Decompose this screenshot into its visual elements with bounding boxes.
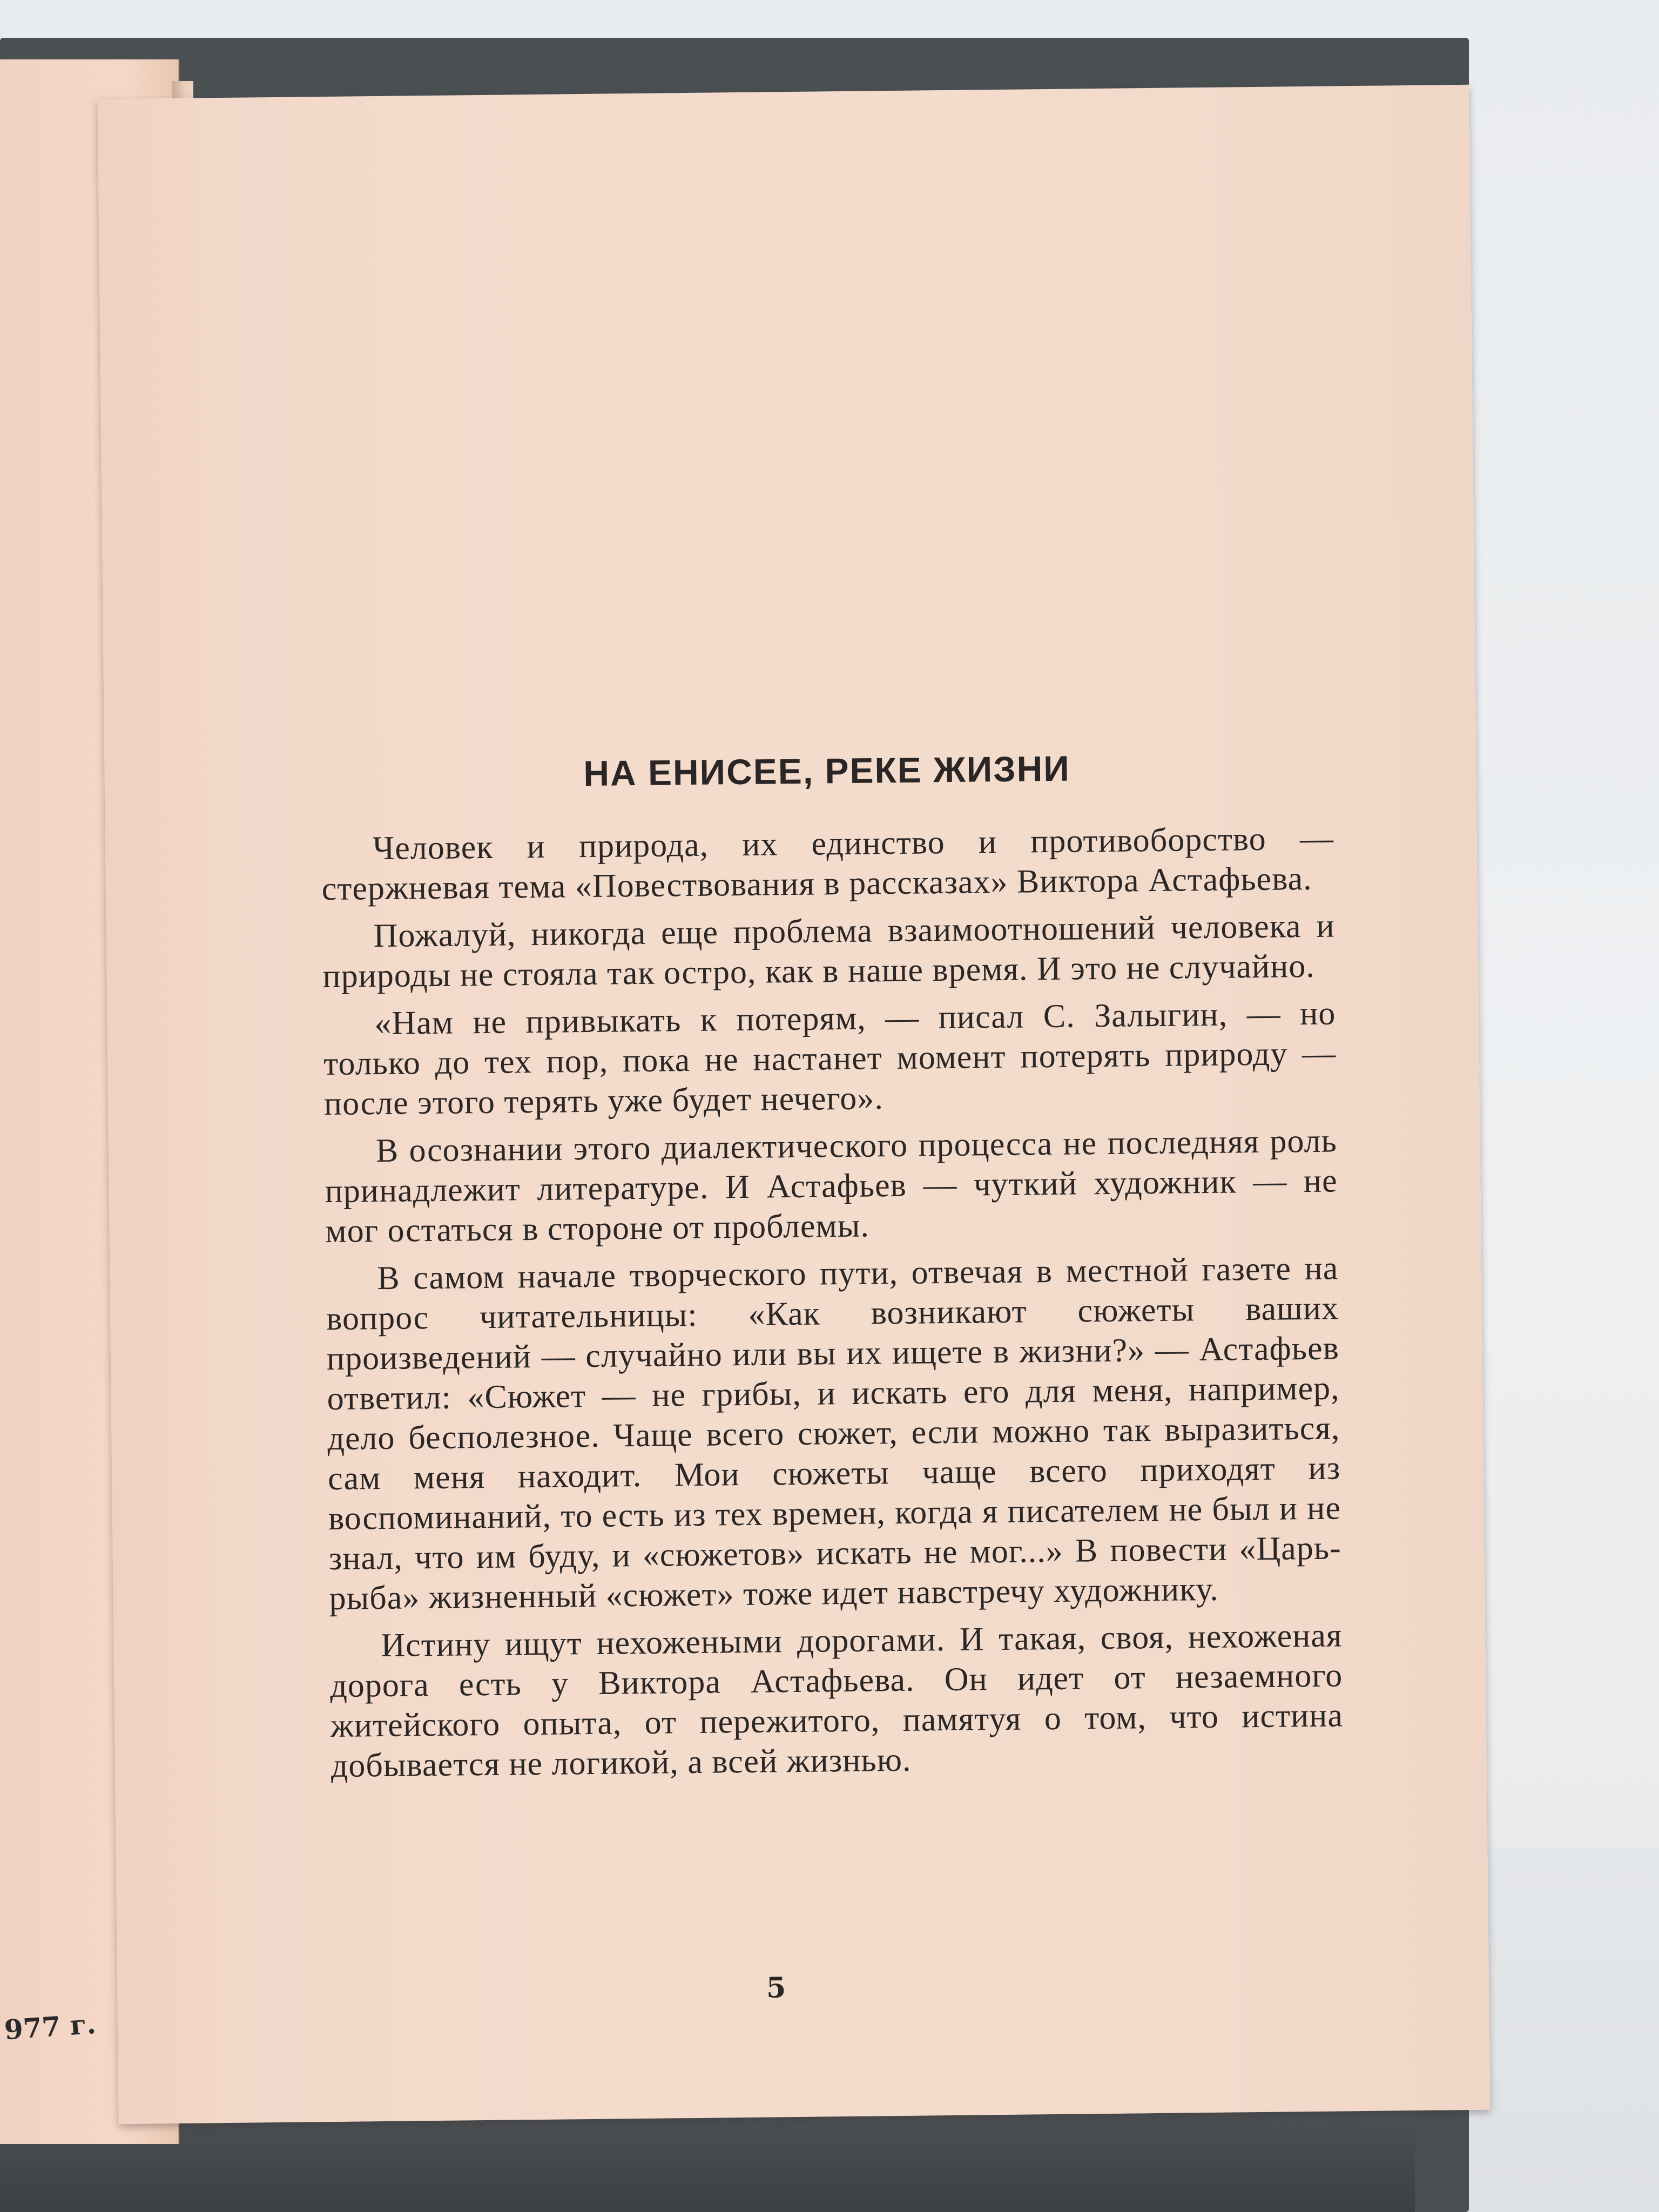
left-page-year-fragment: 977 г. <box>3 2007 97 2046</box>
page-number: 5 <box>766 1971 786 2005</box>
right-page <box>97 85 1490 2124</box>
paragraph-2: Пожалуй, никогда еще проблема взаимоотношений человека и природы не стояла так остро, как в наше время. И это не случайно. <box>322 907 1335 995</box>
paragraph-3-quote: «Нам не привыкать к потерям, — писал С. Залыгин, — но только до тех пор, пока не настанет момент потерять природу — после этого терять уже будет нечего». <box>323 995 1337 1123</box>
page-text-block <box>320 745 1344 1794</box>
chapter-title: НА ЕНИСЕЕ, РЕКЕ ЖИЗНИ <box>583 748 1071 794</box>
paragraph-4: В осознании этого диалектического процесса не последняя роль принадлежит литературе. И Астафьев — чуткий художник — не мог остаться в стороне от проблемы. <box>325 1122 1338 1250</box>
paragraph-5: В самом начале творческого пути, отвечая в местной газете на вопрос читательницы: «Как возникают сюжеты ваших произведений — случайно или вы их ищете в жизни?» — Астафьев ответил: «Сюжет — не грибы, и искать его для меня, например, дело бесполезное. Чаще всего сюжет, если можно так выразиться, сам меня находит. Мои сюжеты чаще всего приходят из воспоминаний, то есть из тех времен, когда я писателем не был и не знал, что им буду, и «сюжетов» искать не мог...» В повести «Царь-рыба» жизненный «сюжет» тоже идет навстречу художнику. <box>326 1250 1342 1617</box>
paragraph-6: Истину ищут нехожеными дорогами. И такая, своя, нехоженая дорога есть у Виктора Астафьева. Он идет от незаемного житейского опыта, от пережитого, памятуя о том, что истина добывается не логикой, а всей жизнью. <box>329 1617 1344 1785</box>
paragraph-1: Человек и природа, их единство и противоборство — стержневая тема «Повествования в рассказах» Виктора Астафьева. <box>321 820 1334 908</box>
